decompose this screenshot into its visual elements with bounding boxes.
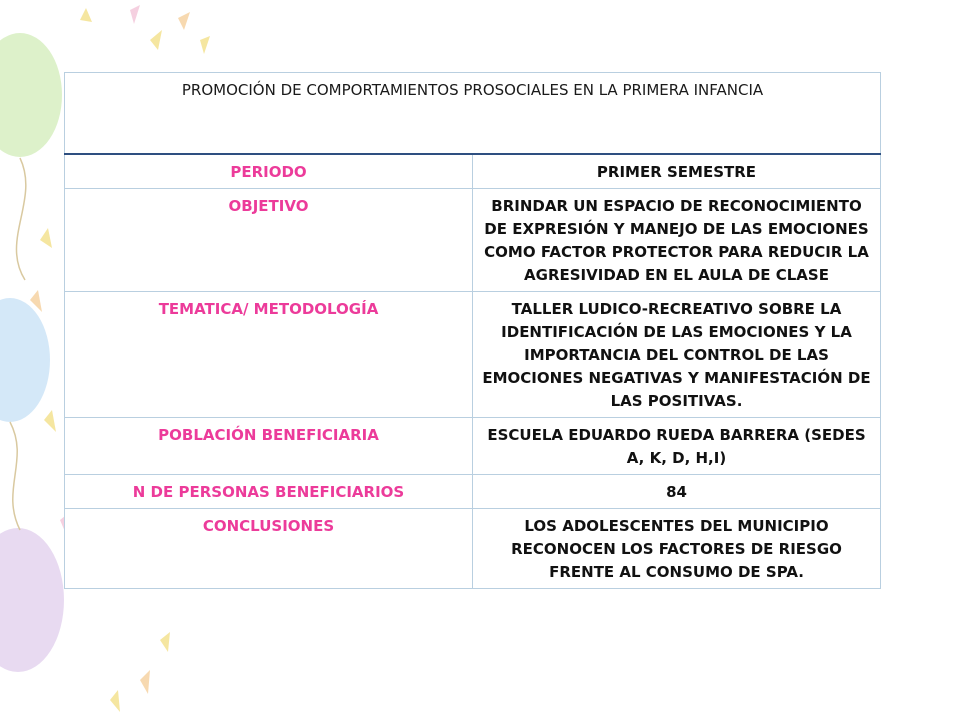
confetti-decoration	[40, 228, 52, 248]
confetti-decoration	[130, 5, 140, 24]
table-row-objetivo	[65, 189, 881, 292]
confetti-decoration	[200, 36, 210, 54]
row-label: PERIODO	[65, 154, 473, 189]
confetti-decoration	[80, 8, 92, 22]
confetti-decoration	[140, 670, 150, 694]
table-row-personas	[65, 475, 881, 509]
row-value: LOS ADOLESCENTES DEL MUNICIPIO RECONOCEN LOS FACTORES DE RIESGO FRENTE AL CONSUMO DE SPA.	[473, 509, 881, 589]
balloon-purple-decoration	[0, 528, 64, 672]
confetti-decoration	[44, 410, 56, 432]
row-value: PRIMER SEMESTRE	[473, 154, 881, 189]
table-row-tematica	[65, 292, 881, 418]
row-label: OBJETIVO	[65, 189, 473, 292]
balloon-green-decoration	[0, 33, 62, 157]
confetti-decoration	[150, 30, 162, 50]
row-label: CONCLUSIONES	[65, 509, 473, 589]
table-row-periodo	[65, 154, 881, 189]
report-title: PROMOCIÓN DE COMPORTAMIENTOS PROSOCIALES EN LA PRIMERA INFANCIA	[65, 73, 881, 155]
balloon-string-decoration	[16, 158, 25, 280]
confetti-decoration	[178, 12, 190, 30]
row-label: N DE PERSONAS BENEFICIARIOS	[65, 475, 473, 509]
row-value: ESCUELA EDUARDO RUEDA BARRERA (SEDES A, K, D, H,I)	[473, 418, 881, 475]
row-label: POBLACIÓN BENEFICIARIA	[65, 418, 473, 475]
table-row-poblacion	[65, 418, 881, 475]
row-label: TEMATICA/ METODOLOGÍA	[65, 292, 473, 418]
balloon-blue-decoration	[0, 298, 50, 422]
report-table	[64, 72, 881, 589]
title-row	[65, 73, 881, 155]
balloon-string-decoration	[10, 422, 20, 530]
confetti-decoration	[160, 632, 170, 652]
table-row-conclusiones	[65, 509, 881, 589]
row-value: BRINDAR UN ESPACIO DE RECONOCIMIENTO DE EXPRESIÓN Y MANEJO DE LAS EMOCIONES COMO FACTOR PROTECTOR PARA REDUCIR LA AGRESIVIDAD EN EL AULA DE CLASE	[473, 189, 881, 292]
report-table-container	[64, 72, 881, 589]
row-value: 84	[473, 475, 881, 509]
row-value: TALLER LUDICO-RECREATIVO SOBRE LA IDENTIFICACIÓN DE LAS EMOCIONES Y LA IMPORTANCIA DEL CONTROL DE LAS EMOCIONES NEGATIVAS Y MANIFESTACIÓN DE LAS POSITIVAS.	[473, 292, 881, 418]
confetti-decoration	[110, 690, 120, 712]
